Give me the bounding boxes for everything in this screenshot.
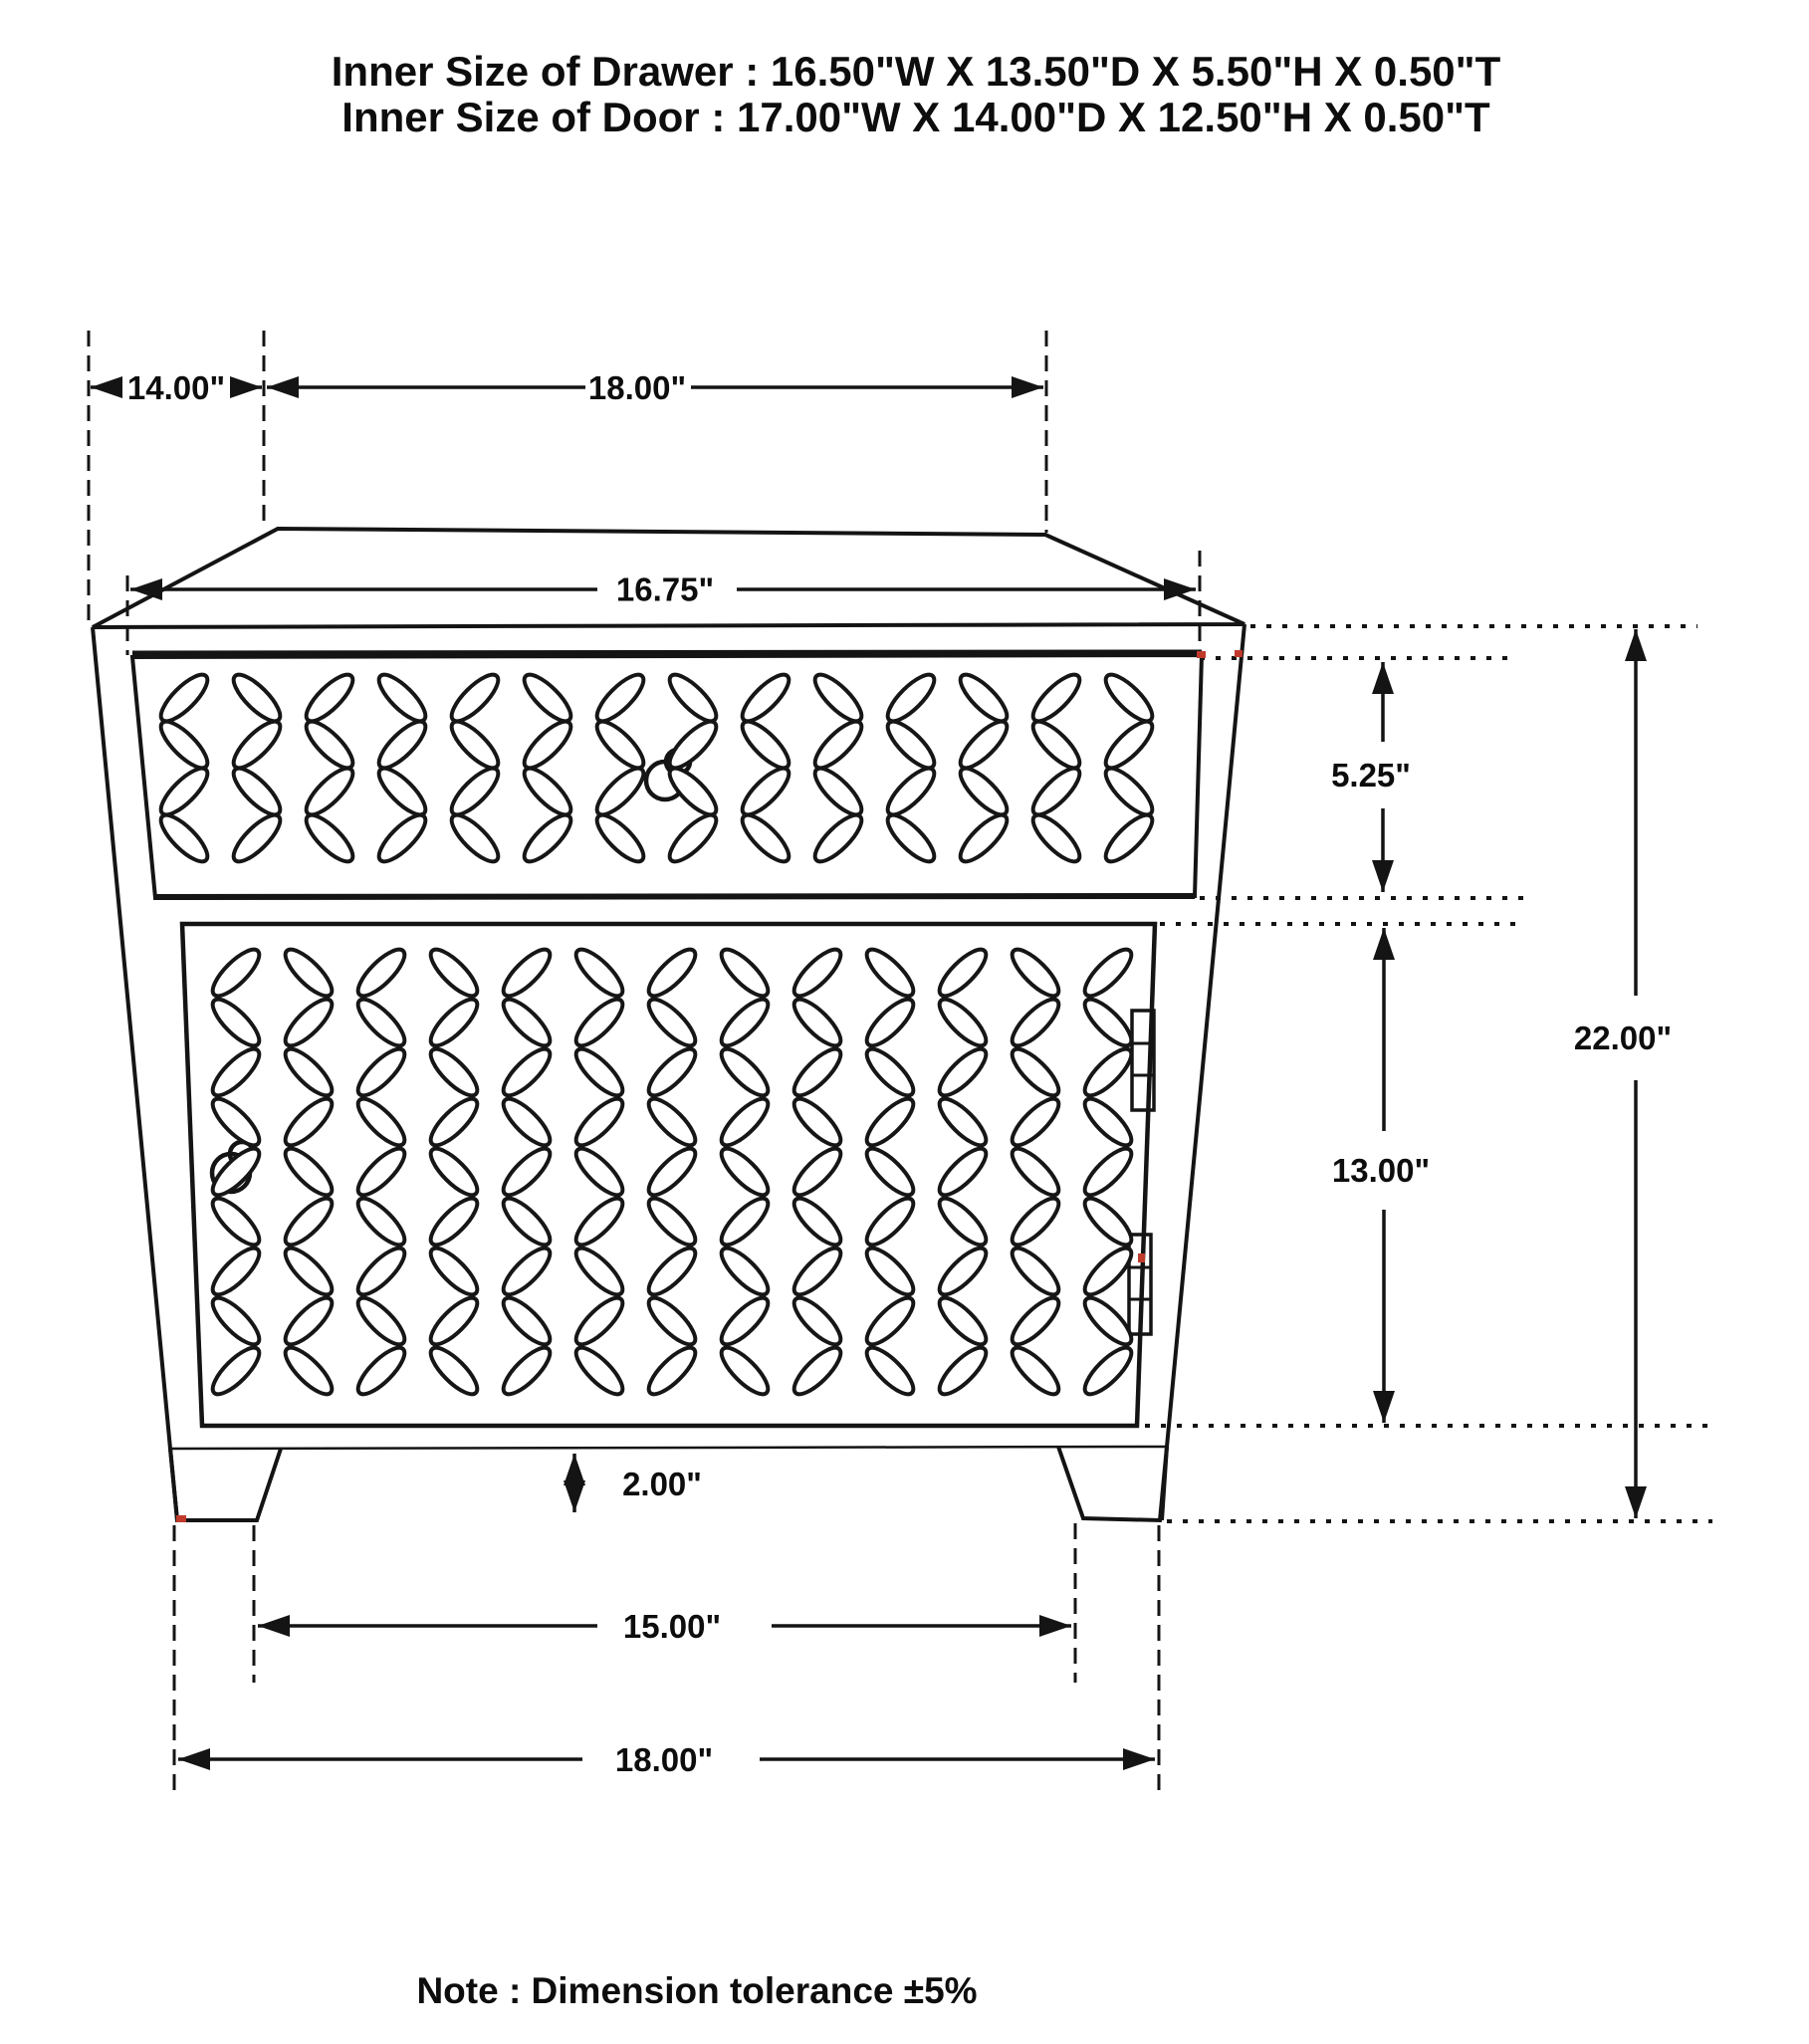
petal-cutout [1026,715,1085,774]
petal-cutout [788,1291,846,1350]
petal-cutout [569,1092,628,1151]
petal-cutout [1078,1192,1137,1250]
petal-cutout [954,762,1013,820]
dim-label-overall-width: 18.00" [614,1741,714,1778]
petal-cutout [788,943,846,1002]
petal-cutout [372,715,431,774]
door-pattern [206,943,1137,1400]
petal-cutout [642,1242,701,1300]
petal-cutout [788,1192,846,1250]
petal-cutout [663,762,722,820]
petal-cutout [590,668,649,727]
dim-overall-height [1574,629,1672,1518]
petal-cutout [279,1291,338,1350]
drawer-top-shadow-line [132,653,1202,654]
petal-cutout [933,993,992,1051]
left-leg [170,1449,281,1520]
petal-cutout [497,1092,556,1151]
petal-cutout [227,715,286,774]
petal-cutout [715,993,774,1051]
petal-cutout [881,668,940,727]
petal-cutout [279,1192,338,1250]
petal-cutout [954,715,1013,774]
petal-cutout [279,1142,338,1201]
petal-cutout [736,808,794,867]
petal-cutout [424,1291,483,1350]
petal-cutout [424,1192,483,1250]
petal-cutout [1026,668,1085,727]
note-tolerance: Note : Dimension tolerance ±5% [416,1970,978,2011]
petal-cutout [715,943,774,1002]
petal-cutout [860,1042,919,1101]
petal-cutout [279,993,338,1051]
petal-cutout [715,1242,774,1300]
petal-cutout [808,668,867,727]
petal-cutout [279,1341,338,1400]
petal-cutout [860,1142,919,1201]
petal-cutout [590,808,649,867]
petal-cutout [860,1341,919,1400]
petal-cutout [933,1192,992,1250]
petal-cutout [518,762,576,820]
petal-cutout [933,1042,992,1101]
petal-cutout [715,1341,774,1400]
petal-cutout [206,1341,265,1400]
petal-cutout [715,1291,774,1350]
petal-cutout [933,1291,992,1350]
petal-cutout [1006,1341,1064,1400]
petal-cutout [351,1192,410,1250]
petal-cutout [860,1192,919,1250]
petal-cutout [808,762,867,820]
right-leg [1058,1447,1167,1520]
petal-cutout [497,1192,556,1250]
petal-cutout [518,808,576,867]
petal-cutout [497,1341,556,1400]
petal-cutout [300,715,358,774]
petal-cutout [154,808,213,867]
petal-cutout [445,668,504,727]
petal-cutout [642,1092,701,1151]
drawer-pattern [154,668,1158,867]
petal-cutout [788,1092,846,1151]
petal-cutout [497,1291,556,1350]
petal-cutout [279,1242,338,1300]
petal-cutout [424,1042,483,1101]
dim-drawer-width [127,551,1200,655]
petal-cutout [497,943,556,1002]
petal-cutout [154,668,213,727]
petal-cutout [424,1242,483,1300]
dim-door-height [1332,928,1430,1423]
petal-cutout [1026,808,1085,867]
petal-cutout [642,1341,701,1400]
petal-cutout [351,993,410,1051]
petal-cutout [860,1242,919,1300]
petal-cutout [642,1291,701,1350]
petal-cutout [663,668,722,727]
petal-cutout [933,943,992,1002]
petal-cutout [788,1341,846,1400]
petal-cutout [445,715,504,774]
petal-cutout [445,762,504,820]
dim-leg-height [574,1454,702,1512]
petal-cutout [590,715,649,774]
petal-cutout [1006,1042,1064,1101]
petal-cutout [1026,762,1085,820]
petal-cutout [1099,762,1158,820]
title-inner-size-drawer: Inner Size of Drawer : 16.50"W X 13.50"D X 5.50"H X 0.50"T [331,48,1501,95]
petal-cutout [569,1042,628,1101]
petal-cutout [788,993,846,1051]
petal-cutout [351,1341,410,1400]
petal-cutout [1099,668,1158,727]
petal-cutout [424,1092,483,1151]
petal-cutout [351,1142,410,1201]
petal-cutout [206,943,265,1002]
petal-cutout [372,668,431,727]
petal-cutout [933,1341,992,1400]
bottom-rail-line [168,1447,1167,1449]
petal-cutout [445,808,504,867]
petal-cutout [1078,993,1137,1051]
petal-cutout [206,1192,265,1250]
dim-label-top-depth: 14.00" [126,369,226,406]
petal-cutout [642,1192,701,1250]
petal-cutout [206,1242,265,1300]
petal-cutout [642,1042,701,1101]
dim-label-leg-height: 2.00" [622,1466,702,1502]
petal-cutout [663,808,722,867]
petal-cutout [300,762,358,820]
petal-cutout [351,943,410,1002]
petal-cutout [1099,808,1158,867]
petal-cutout [1006,993,1064,1051]
petal-cutout [933,1092,992,1151]
petal-cutout [351,1042,410,1101]
petal-cutout [1078,1341,1137,1400]
petal-cutout [1006,1092,1064,1151]
dim-label-feet-span: 15.00" [622,1608,722,1645]
petal-cutout [569,993,628,1051]
petal-cutout [808,715,867,774]
petal-cutout [788,1042,846,1101]
cabinet-right-edge [1162,624,1244,1520]
petal-cutout [642,993,701,1051]
petal-cutout [424,1142,483,1201]
petal-cutout [860,1092,919,1151]
petal-cutout [881,762,940,820]
petal-cutout [736,762,794,820]
petal-cutout [569,1291,628,1350]
petal-cutout [300,668,358,727]
petal-cutout [424,993,483,1051]
petal-cutout [424,943,483,1002]
petal-cutout [351,1242,410,1300]
drawer-front [132,655,1202,898]
petal-cutout [1078,943,1137,1002]
petal-cutout [372,808,431,867]
petal-cutout [881,808,940,867]
petal-cutout [279,1042,338,1101]
petal-cutout [497,1142,556,1201]
petal-cutout [227,762,286,820]
petal-cutout [715,1042,774,1101]
petal-cutout [1099,715,1158,774]
petal-cutout [372,762,431,820]
petal-cutout [424,1341,483,1400]
petal-cutout [788,1142,846,1201]
petal-cutout [933,1242,992,1300]
petal-cutout [300,808,358,867]
petal-cutout [860,943,919,1002]
petal-cutout [497,1042,556,1101]
petal-cutout [154,715,213,774]
dim-drawer-height [1331,662,1411,892]
cabinet-left-edge [93,627,177,1520]
petal-cutout [954,668,1013,727]
petal-cutout [497,993,556,1051]
dim-label-top-width: 18.00" [587,369,687,406]
petal-cutout [206,1042,265,1101]
petal-cutout [642,943,701,1002]
petal-cutout [715,1092,774,1151]
petal-cutout [497,1242,556,1300]
dim-label-drawer-width: 16.75" [615,570,715,608]
petal-cutout [206,993,265,1051]
petal-cutout [860,1291,919,1350]
petal-cutout [642,1142,701,1201]
petal-cutout [227,808,286,867]
petal-cutout [518,668,576,727]
petal-cutout [736,715,794,774]
dim-top-width [267,331,1046,533]
petal-cutout [1006,1192,1064,1250]
petal-cutout [715,1142,774,1201]
petal-cutout [1078,1092,1137,1151]
petal-cutout [808,808,867,867]
petal-cutout [569,1242,628,1300]
petal-cutout [954,808,1013,867]
petal-cutout [788,1242,846,1300]
petal-cutout [715,1192,774,1250]
petal-cutout [154,762,213,820]
drawer-bottom-line [155,896,1195,897]
dim-overall-width [178,1741,1155,1778]
petal-cutout [1006,1242,1064,1300]
petal-cutout [933,1142,992,1201]
petal-cutout [860,993,919,1051]
petal-cutout [351,1092,410,1151]
petal-cutout [590,762,649,820]
petal-cutout [279,1092,338,1151]
dim-label-overall-height: 22.00" [1573,1020,1673,1056]
petal-cutout [351,1291,410,1350]
petal-cutout [1006,943,1064,1002]
petal-cutout [569,943,628,1002]
petal-cutout [518,715,576,774]
petal-cutout [1078,1142,1137,1201]
petal-cutout [736,668,794,727]
petal-cutout [569,1142,628,1201]
petal-cutout [663,715,722,774]
dim-label-door-height: 13.00" [1331,1152,1431,1189]
petal-cutout [1006,1142,1064,1201]
petal-cutout [206,1291,265,1350]
petal-cutout [1078,1042,1137,1101]
petal-cutout [569,1192,628,1250]
petal-cutout [881,715,940,774]
petal-cutout [569,1341,628,1400]
petal-cutout [1006,1291,1064,1350]
dim-label-drawer-height: 5.25" [1331,757,1411,794]
petal-cutout [279,943,338,1002]
petal-cutout [227,668,286,727]
title-inner-size-door: Inner Size of Door : 17.00"W X 14.00"D X 12.50"H X 0.50"T [341,94,1490,140]
